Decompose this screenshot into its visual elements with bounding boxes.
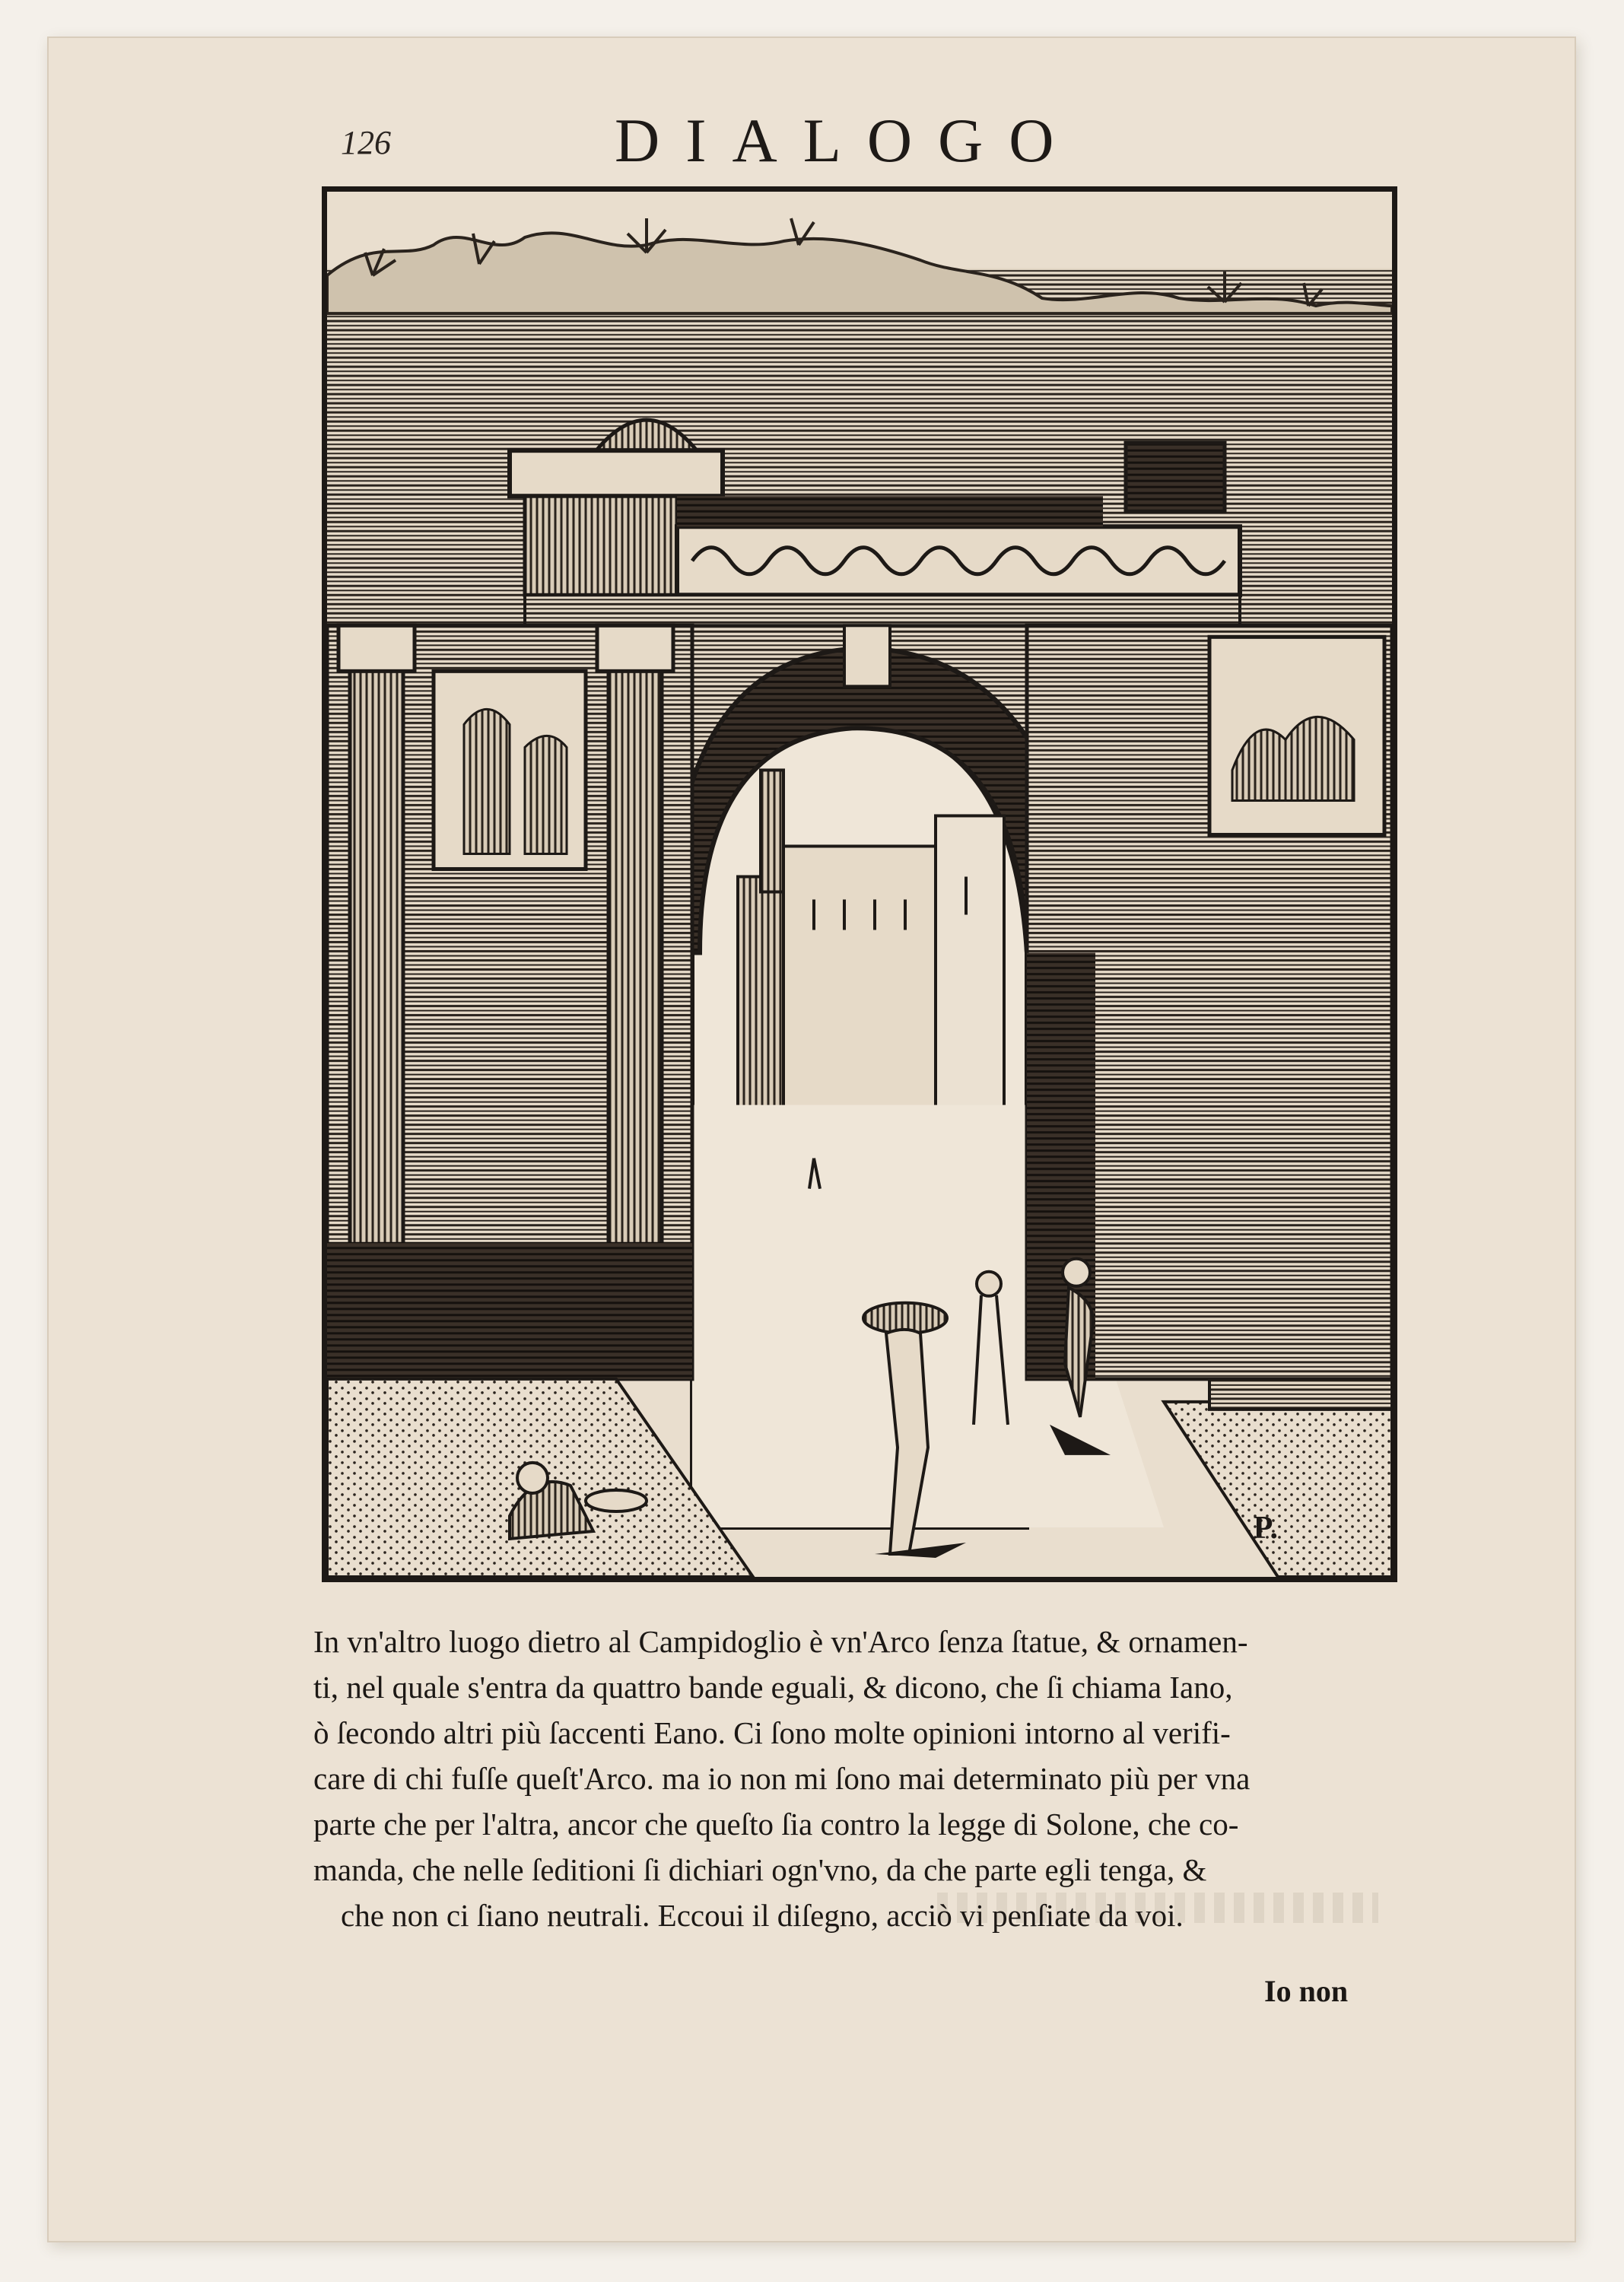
column-left <box>350 663 403 1257</box>
woodcut-monogram: P. <box>1253 1511 1278 1546</box>
text-line-4: care di chi fuſſe queſt'Arco. ma io non mi ſono mai determinato più per vna <box>313 1761 1251 1796</box>
text-line-3: ò ſecondo altri più ſaccenti Eano. Ci ſono molte opinioni intorno al verifi- <box>313 1715 1231 1750</box>
keystone-figure <box>844 625 890 686</box>
attic-block <box>510 450 723 496</box>
text-line-6: manda, che nelle ſeditioni ſi dichiari ogn'vno, da che parte egli tenga, & <box>313 1852 1207 1887</box>
running-head: DIALOGO <box>615 106 1080 175</box>
woodcut-illustration <box>322 186 1397 1582</box>
text-line-2: ti, nel quale s'entra da quattro bande eguali, & dicono, che ſi chiama Iano, <box>313 1670 1233 1705</box>
arch-of-janus-woodcut <box>327 192 1392 1577</box>
body-text <box>313 1619 1409 1938</box>
catchword: Io non <box>1264 1974 1349 2008</box>
text-line-1: In vn'altro luogo dietro al Campidoglio è vn'Arco ſenza ſtatue, & ornamen- <box>313 1624 1248 1659</box>
text-line-7: che non ci ſiano neutrali. Eccoui il diſegno, acciò vi penſiate da voi. <box>341 1898 1184 1933</box>
column-right <box>609 663 662 1257</box>
text-line-5: parte che per l'altra, ancor che queſto ſia contro la legge di Solone, che co- <box>313 1807 1239 1842</box>
page-number: 126 <box>341 124 391 161</box>
